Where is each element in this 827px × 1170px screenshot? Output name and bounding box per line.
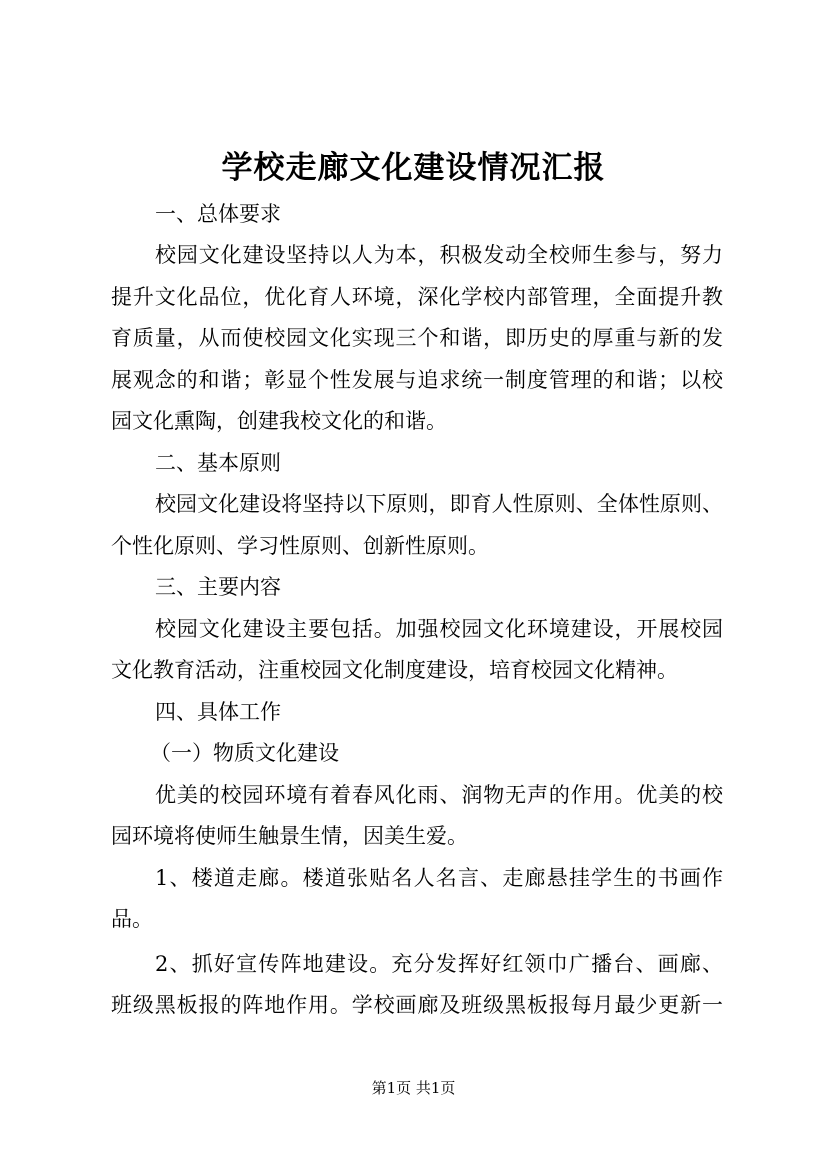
paragraph-line: 园环境将使师生触景生情，因美生爱。 bbox=[111, 824, 468, 848]
paragraph-line: 班级黑板报的阵地作用。学校画廊及班级黑板报每月最少更新一 bbox=[111, 993, 723, 1017]
paragraph-line: 1、楼道走廊。楼道张贴名人名言、走廊悬挂学生的书画作 bbox=[155, 866, 723, 890]
section-heading: 二、基本原则 bbox=[155, 451, 281, 475]
section-heading: 三、主要内容 bbox=[155, 575, 281, 599]
paragraph-line: 校园文化建设坚持以人为本，积极发动全校师生参与，努力 bbox=[155, 243, 723, 267]
paragraph-line: 2、抓好宣传阵地建设。充分发挥好红领巾广播台、画廊、 bbox=[155, 952, 723, 976]
paragraph-line: 育质量，从而使校园文化实现三个和谐，即历史的厚重与新的发 bbox=[111, 326, 723, 350]
paragraph-line: 园文化熏陶，创建我校文化的和谐。 bbox=[111, 409, 447, 433]
document-title: 学校走廊文化建设情况汇报 bbox=[221, 150, 606, 186]
paragraph-line: 优美的校园环境有着春风化雨、润物无声的作用。优美的校 bbox=[155, 783, 723, 807]
paragraph-line: 展观念的和谐；彰显个性发展与追求统一制度管理的和谐；以校 bbox=[111, 368, 723, 392]
paragraph-line: 校园文化建设将坚持以下原则，即育人性原则、全体性原则、 bbox=[155, 492, 723, 516]
paragraph-line: 提升文化品位，优化育人环境，深化学校内部管理，全面提升教 bbox=[111, 285, 723, 309]
paragraph-line: 品。 bbox=[111, 907, 153, 931]
section-heading: 一、总体要求 bbox=[155, 202, 281, 226]
section-heading: 四、具体工作 bbox=[155, 700, 281, 724]
paragraph-line: 文化教育活动，注重校园文化制度建设，培育校园文化精神。 bbox=[111, 658, 678, 682]
paragraph-line: 个性化原则、学习性原则、创新性原则。 bbox=[111, 534, 489, 558]
paragraph-line: 校园文化建设主要包括。加强校园文化环境建设，开展校园 bbox=[155, 617, 723, 641]
page-footer: 第1页 共1页 bbox=[371, 1079, 456, 1097]
subsection-heading: （一）物质文化建设 bbox=[150, 741, 339, 765]
